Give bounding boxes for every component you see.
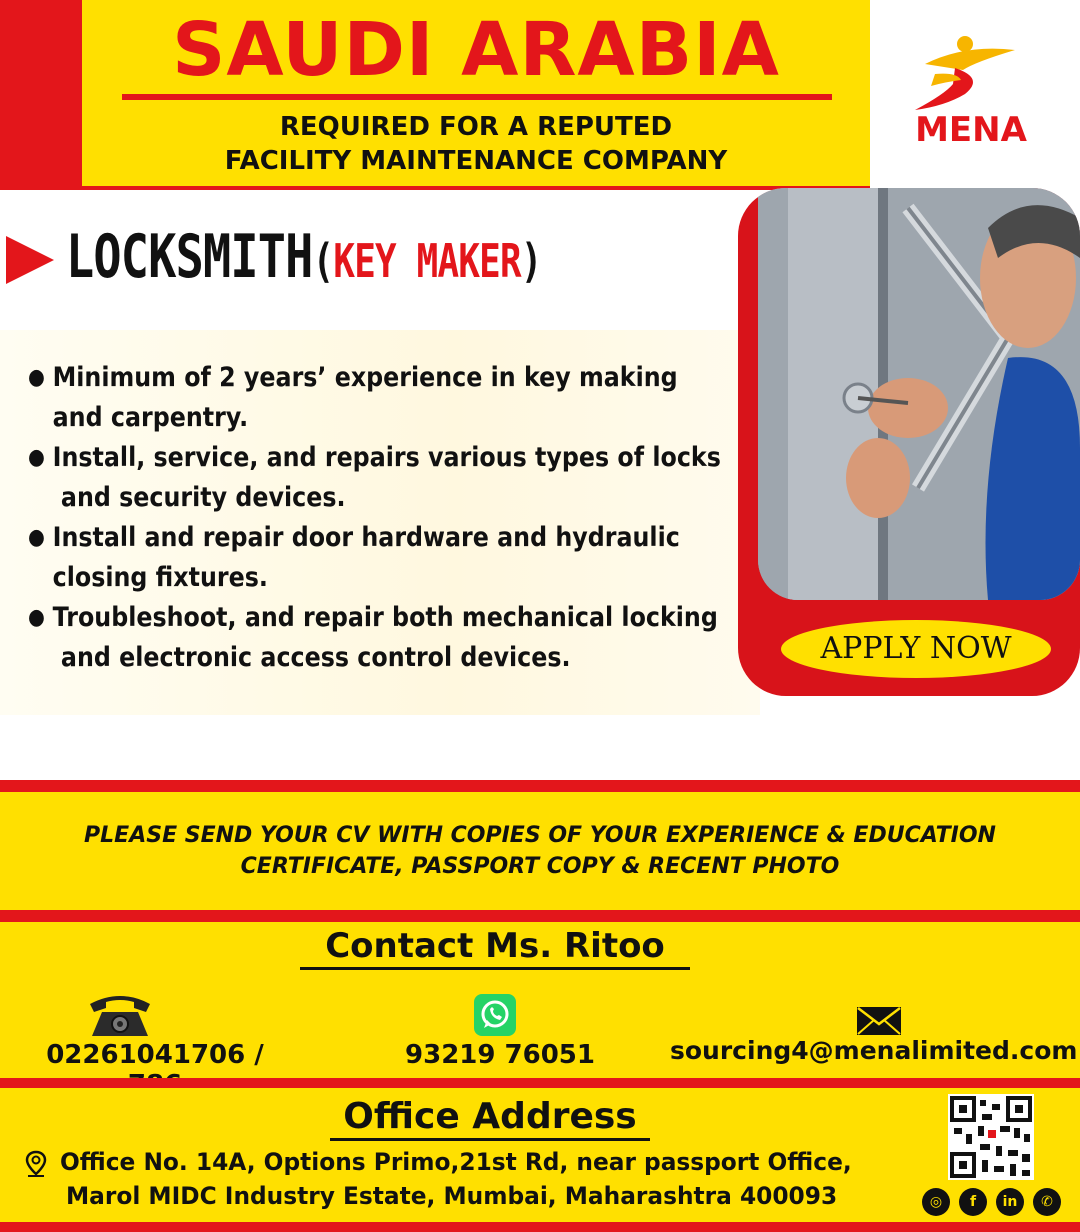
requirement-line: and carpentry. (52, 402, 249, 433)
whatsapp-icon (474, 994, 516, 1036)
page-title: SAUDI ARABIA (172, 7, 780, 93)
cv-band-top-border (0, 780, 1080, 792)
whatsapp-number[interactable]: 93219 76051 (405, 1040, 595, 1070)
requirement-line: and electronic access control devices. (52, 642, 571, 673)
title-underline (122, 94, 832, 100)
requirement-line: ● Install, service, and repairs various types of locks (52, 442, 721, 473)
office-band-top-border (0, 1078, 1080, 1088)
header-divider (0, 186, 870, 190)
envelope-icon (856, 1006, 902, 1036)
job-title-paren-close: ) (520, 234, 542, 288)
header-red-block (0, 0, 82, 188)
cv-line-2: CERTIFICATE, PASSPORT COPY & RECENT PHOTO (240, 854, 840, 879)
requirement-line: ● Troubleshoot, and repair both mechanical locking (52, 602, 718, 633)
requirement-item (28, 358, 750, 438)
whatsapp-social-icon[interactable]: ✆ (1033, 1188, 1061, 1216)
play-arrow-icon (6, 236, 54, 284)
job-title (66, 222, 542, 292)
job-title-main: LOCKSMITH (66, 222, 313, 292)
locksmith-illustration (758, 188, 1080, 600)
requirement-line: closing fixtures. (52, 562, 268, 593)
contact-title: Contact Ms. Ritoo (325, 926, 665, 966)
address-line-2: Marol MIDC Industry Estate, Mumbai, Maharashtra 400093 (66, 1182, 838, 1210)
facebook-icon[interactable]: f (959, 1188, 987, 1216)
location-pin-icon (24, 1150, 48, 1178)
page-subtitle (82, 110, 870, 178)
qr-code-icon[interactable] (948, 1094, 1034, 1180)
contact-title-underline (300, 967, 690, 970)
office-title-underline (330, 1138, 650, 1141)
apply-now-button[interactable]: APPLY NOW (781, 620, 1051, 678)
social-links (922, 1188, 1072, 1216)
mena-logo-text: MENA (915, 110, 1027, 150)
requirement-line: and security devices. (52, 482, 346, 513)
requirement-line: ● Minimum of 2 years’ experience in key making (52, 362, 678, 393)
cv-line-1: PLEASE SEND YOUR CV WITH COPIES OF YOUR EXPERIENCE & EDUCATION (84, 823, 996, 848)
requirement-item (28, 598, 750, 678)
job-title-paren-open: ( (312, 234, 334, 288)
linkedin-icon[interactable]: in (996, 1188, 1024, 1216)
requirements-list (28, 358, 758, 678)
instagram-icon[interactable]: ◎ (922, 1188, 950, 1216)
telephone-icon (84, 990, 156, 1038)
job-title-sub: KEY MAKER (333, 234, 521, 288)
locksmith-photo (758, 188, 1080, 600)
phone-number[interactable]: 02261041706 / (46, 1040, 264, 1070)
office-band-bottom-border (0, 1222, 1080, 1232)
office-title: Office Address (343, 1096, 637, 1137)
subtitle-line-1: REQUIRED FOR A REPUTED (279, 112, 673, 142)
subtitle-line-2: FACILITY MAINTENANCE COMPANY (224, 146, 728, 176)
address-line-1: Office No. 14A, Options Primo,21st Rd, near passport Office, (60, 1148, 852, 1176)
email-address[interactable]: sourcing4@menalimited.com (670, 1036, 1078, 1065)
cv-band-bottom-border (0, 910, 1080, 922)
requirement-item (28, 438, 750, 518)
requirement-line: ● Install and repair door hardware and hydraulic (52, 522, 680, 553)
mena-runner-logo-icon (905, 34, 1025, 114)
requirement-item (28, 518, 750, 598)
cv-instructions (20, 820, 1060, 882)
